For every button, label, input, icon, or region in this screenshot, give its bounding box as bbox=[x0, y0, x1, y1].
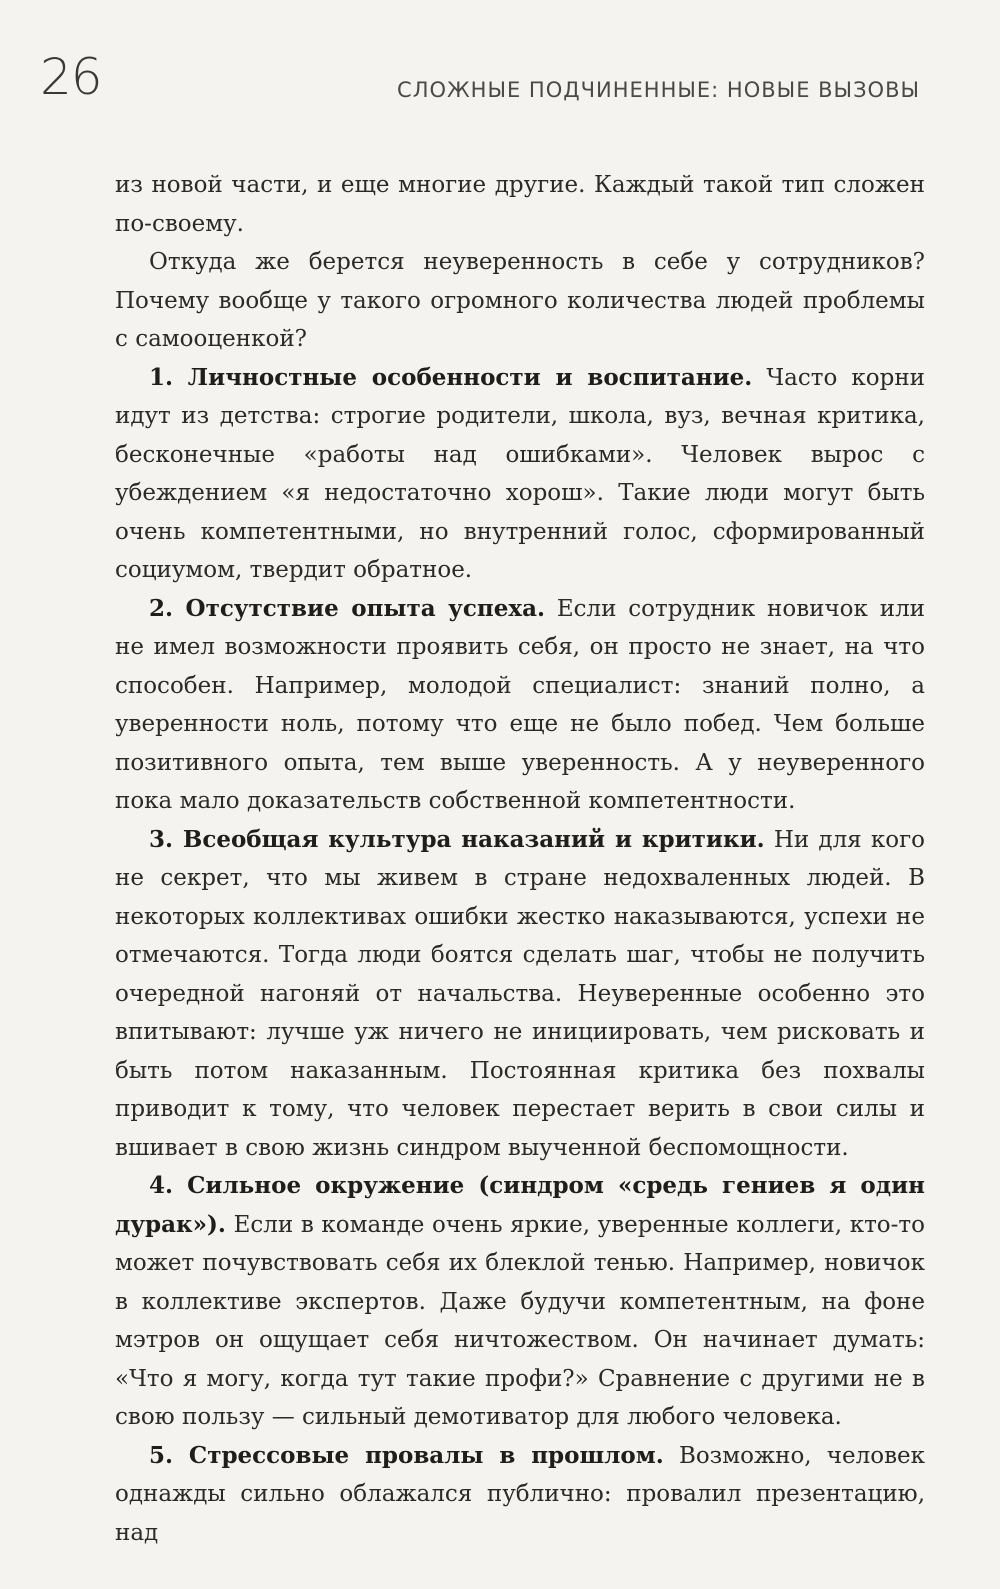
list-item-text: Ни для кого не секрет, что мы живем в стране недохваленных людей. В некоторых коллективах ошибки жестко наказываются, успехи не отмечаются. Тогда люди боятся сделать шаг, чтобы не получить очередной нагоняй от начальства. Неуверенные особенно это впитывают: лучше уж ничего не инициировать, чем рисковать и быть потом наказанным. Постоянная критика без похвалы приводит к тому, что человек перестает верить в свои силы и вшивает в свою жизнь синдром выученной беспомощности. bbox=[115, 826, 925, 1161]
paragraph-question: Откуда же берется неуверенность в себе у сотрудников? Почему вообще у такого огромного количества людей проблемы с самооценкой? bbox=[115, 249, 925, 352]
list-item-text: Возможно, человек однажды сильно облажался публично: провалил презентацию, над bbox=[115, 1442, 926, 1546]
list-item-heading: 3. Всеобщая культура наказаний и критики. bbox=[149, 825, 765, 853]
list-item-heading: 4. Сильное окружение (синдром «средь гениев я один дурак»). bbox=[115, 1172, 925, 1238]
list-item-text: Если в команде очень яркие, уверенные коллеги, кто-то может почувствовать себя их блеклой тенью. Например, новичок в коллективе экспертов. Даже будучи компетентным, на фоне мэтров он ощущает себя ничтожеством. Он начинает думать: «Что я могу, когда тут такие профи?» Сравнение с другими не в свою пользу — сильный демотиватор для любого человека. bbox=[115, 1211, 925, 1430]
list-item bbox=[115, 1437, 925, 1553]
list-item bbox=[115, 1167, 925, 1437]
list-item-text: Часто корни идут из детства: строгие родители, школа, вуз, вечная критика, бесконечные «работы над ошибками». Человек вырос с убеждением «я недостаточно хорош». Такие люди могут быть очень компетентными, но внутренний голос, сформированный социумом, твердит обратное. bbox=[115, 364, 926, 583]
list-item-heading: 5. Стрессовые провалы в прошлом. bbox=[149, 1441, 664, 1469]
page-number: 26 bbox=[40, 48, 102, 106]
list-item bbox=[115, 821, 925, 1168]
list-item-text: Если сотрудник новичок или не имел возможности проявить себя, он просто не знает, на что способен. Например, молодой специалист: знаний полно, а уверенности ноль, потому что еще не было побед. Чем больше позитивного опыта, тем выше уверенность. А у неуверенного пока мало доказательств собственной компетентности. bbox=[115, 595, 926, 814]
body-text bbox=[115, 166, 925, 1552]
list-item bbox=[115, 359, 925, 590]
list-item-heading: 2. Отсутствие опыта успеха. bbox=[149, 594, 545, 622]
paragraph-continuation: из новой части, и еще многие другие. Каждый такой тип сложен по-своему. bbox=[115, 172, 925, 237]
list-item bbox=[115, 590, 925, 821]
running-head: СЛОЖНЫЕ ПОДЧИНЕННЫЕ: НОВЫЕ ВЫЗОВЫ bbox=[397, 78, 920, 102]
list-item-heading: 1. Личностные особенности и воспитание. bbox=[149, 363, 753, 391]
